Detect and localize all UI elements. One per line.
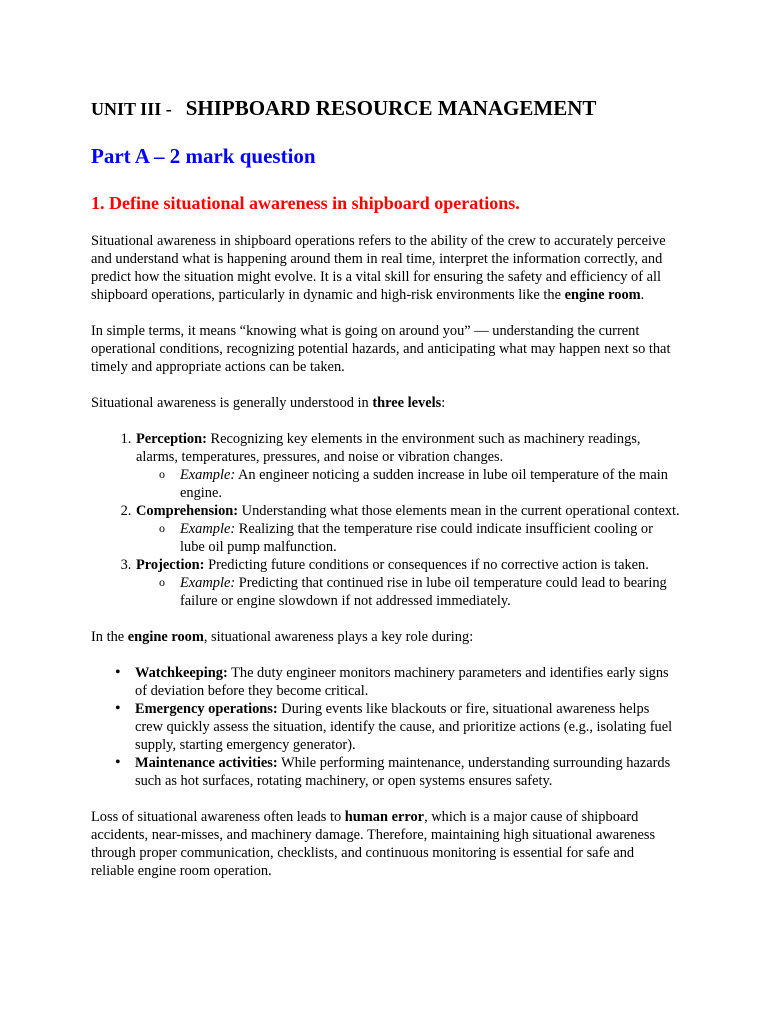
example-text: An engineer noticing a sudden increase in lube oil temperature of the main engine.	[180, 467, 668, 501]
conclusion-paragraph	[91, 808, 680, 880]
role-term: Maintenance activities:	[135, 755, 278, 771]
example-list	[136, 574, 680, 610]
bold-term: engine room	[564, 287, 641, 303]
engine-room-paragraph	[91, 628, 680, 646]
level-text: Understanding what those elements mean in the current operational context.	[238, 503, 680, 519]
part-title: Part A – 2 mark question	[91, 144, 316, 168]
list-item	[135, 664, 680, 700]
example-item	[180, 574, 680, 610]
simple-terms-paragraph: In simple terms, it means “knowing what is going on around you” — understanding the current operational conditions, recognizing potential hazards, and anticipating what may happen next so that timely and appropriate actions can be taken.	[91, 323, 671, 375]
unit-label: UNIT III -	[91, 99, 172, 119]
example-text: Predicting that continued rise in lube oil temperature could lead to bearing failure or engine slowdown if not addressed immediately.	[180, 575, 667, 609]
role-term: Watchkeeping:	[135, 665, 228, 681]
bold-term: engine room	[127, 629, 204, 645]
roles-list	[91, 664, 680, 790]
example-label: Example:	[180, 467, 236, 483]
bold-term: three levels	[372, 395, 442, 411]
example-list	[136, 520, 680, 556]
definition-paragraph	[91, 232, 680, 304]
paragraph-text: Loss of situational awareness often leads to	[91, 809, 345, 825]
level-text: Predicting future conditions or consequences if no corrective action is taken.	[204, 557, 649, 573]
level-text: Recognizing key elements in the environment such as machinery readings, alarms, temperatures, pressures, and noise or vibration changes.	[136, 431, 641, 465]
paragraph-text: .	[640, 287, 645, 303]
levels-intro-paragraph	[91, 394, 680, 412]
question-title: 1. Define situational awareness in shipboard operations.	[91, 193, 520, 213]
list-item	[135, 556, 680, 610]
list-item	[135, 430, 680, 502]
example-label: Example:	[180, 575, 236, 591]
paragraph-text: :	[441, 395, 446, 411]
bold-term: human error	[344, 809, 425, 825]
example-text: Realizing that the temperature rise could indicate insufficient cooling or lube oil pump malfunction.	[180, 521, 653, 555]
paragraph-text: , situational awareness plays a key role during:	[203, 629, 474, 645]
level-term: Projection:	[136, 557, 205, 573]
level-term: Perception:	[136, 431, 207, 447]
list-item	[135, 502, 680, 556]
paragraph-text: , which is a major cause of shipboard accidents, near-misses, and machinery damage. Therefore, maintaining high situational awareness through proper communication, checklists, and continuous monitoring is essential for safe and reliable engine room operation.	[91, 809, 656, 879]
role-text: During events like blackouts or fire, situational awareness helps crew quickly assess the situation, identify the cause, and prioritize actions (e.g., isolating fuel supply, starting emergency generator).	[135, 701, 673, 753]
paragraph-text: Situational awareness in shipboard operations refers to the ability of the crew to accurately perceive and understand what is happening around them in real time, interpret the information correctly, and predict how the situation might evolve. It is a vital skill for ensuring the safety and efficiency of all shipboard operations, particularly in dynamic and high-risk environments like the	[91, 233, 666, 303]
levels-list	[91, 430, 680, 610]
unit-heading	[91, 95, 680, 122]
example-item	[180, 520, 680, 556]
example-list	[136, 466, 680, 502]
role-text: While performing maintenance, understanding surrounding hazards such as hot surfaces, rotating machinery, or open systems ensures safety.	[135, 755, 671, 789]
example-label: Example:	[180, 521, 236, 537]
list-item	[135, 754, 680, 790]
paragraph-text: In the	[91, 629, 128, 645]
role-text: The duty engineer monitors machinery parameters and identifies early signs of deviation before they become critical.	[135, 665, 669, 699]
level-term: Comprehension:	[136, 503, 239, 519]
unit-title: SHIPBOARD RESOURCE MANAGEMENT	[185, 96, 597, 120]
list-item	[135, 700, 680, 754]
role-term: Emergency operations:	[135, 701, 278, 717]
paragraph-text: Situational awareness is generally understood in	[91, 395, 373, 411]
example-item	[180, 466, 680, 502]
